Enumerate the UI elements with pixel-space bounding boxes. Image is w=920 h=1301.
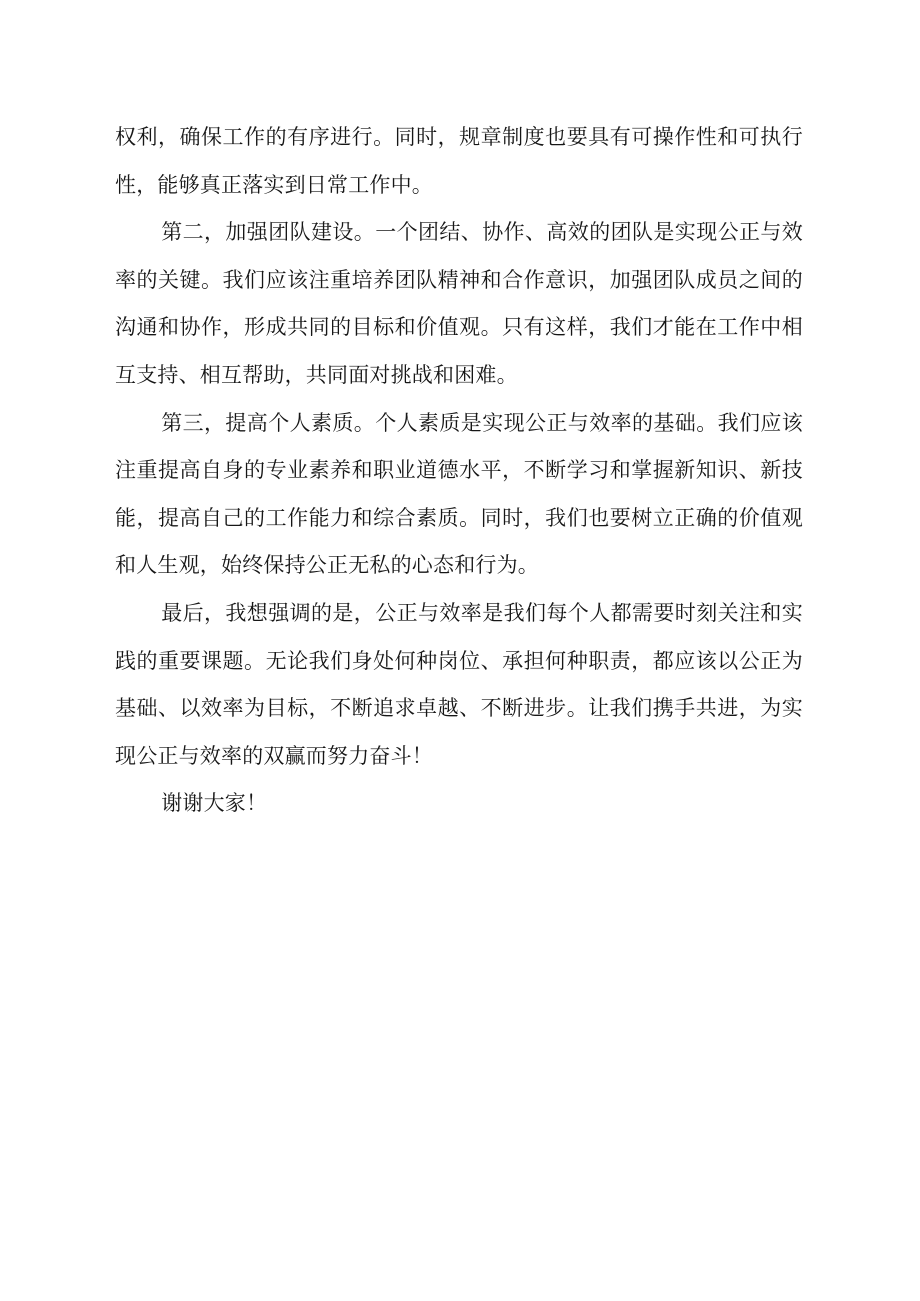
paragraph-conclusion: 最后，我想强调的是，公正与效率是我们每个人都需要时刻关注和实践的重要课题。无论我们身处何种岗位、承担何种职责，都应该以公正为基础、以效率为目标，不断追求卓越、不断进步。让我们携手共进，为实现公正与效率的双赢而努力奋斗！ xyxy=(115,600,803,768)
document-body xyxy=(115,114,803,828)
paragraph-thanks: 谢谢大家！ xyxy=(161,791,268,816)
paragraph-third-point: 第三，提高个人素质。个人素质是实现公正与效率的基础。我们应该注重提高自身的专业素养和职业道德水平，不断学习和掌握新知识、新技能，提高自己的工作能力和综合素质。同时，我们也要树立正确的价值观和人生观，始终保持公正无私的心态和行为。 xyxy=(115,410,803,578)
paragraph-second-point: 第二，加强团队建设。一个团结、协作、高效的团队是实现公正与效率的关键。我们应该注重培养团队精神和合作意识，加强团队成员之间的沟通和协作，形成共同的目标和价值观。只有这样，我们才能在工作中相互支持、相互帮助，共同面对挑战和困难。 xyxy=(115,220,803,387)
paragraph-continuation: 权利，确保工作的有序进行。同时，规章制度也要具有可操作性和可执行性，能够真正落实到日常工作中。 xyxy=(115,125,803,197)
